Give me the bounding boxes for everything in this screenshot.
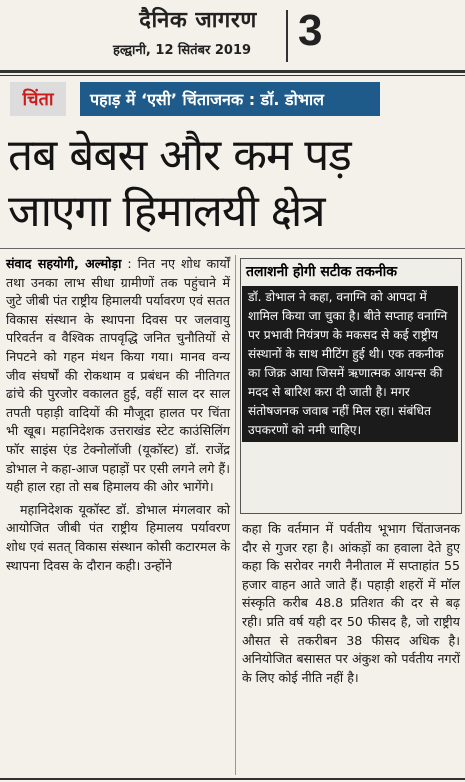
left-column: [6, 255, 230, 575]
kicker-label: चिंता: [10, 82, 66, 116]
paragraph-1-text: : नित नए शोध कार्यों तथा उनका लाभ सीधा ग्रामीणों तक पहुंचाने में जुटे जीबी पंत राष्ट्रीय हिमालयी पर्यावरण एवं सतत विकास संस्थान के स्थापना दिवस पर जलवायु परिवर्तन व वैश्विक तापवृद्धि जनित चुनौतियों से निपटने को गहन मंथन किया गया। मानव वन्य जीव संघर्षों की रोकथाम व प्रबंधन की नीतिगत ढांचे की पुरजोर वकालत हुई, वहीं साल दर साल तपती पहाड़ी वादियों की मौजूदा हालत पर चिंता भी खूब। महानिदेशक उत्तराखंड स्टेट काउंसिलिंग फॉर साइंस एंड टेक्नोलॉजी (यूकॉस्ट) डॉ. राजेंद्र डोभाल ने कहा-आज पहाड़ों पर एसी लगने लगे हैं। यही हाल रहा तो सब हिमालय की ओर भागेंगे।: [6, 256, 230, 495]
sidebar-box-body: डॉ. डोभाल ने कहा, वनाग्नि को आपदा में शामिल किया जा चुका है। बीते सप्ताह वनाग्नि पर प्रभावी नियंत्रण के मकसद से कई राष्ट्रीय संस्थानों के साथ मीटिंग हुई थी। एक तकनीक का जिक्र आया जिसमें ऋणात्मक आयन्स की मदद से बारिश करा दी जाती है। मगर संतोषजनक जवाब नहीं मिल रहा। संबंधित उपकरणों को नमी चाहिए।: [242, 286, 458, 442]
newspaper-name: दैनिक जागरण: [139, 7, 257, 33]
masthead: [0, 0, 465, 68]
paragraph-2: महानिदेशक यूकॉस्ट डॉ. डोभाल मंगलवार को आयोजित जीबी पंत राष्ट्रीय हिमालय पर्यावरण शोध एवं सतत् विकास संस्थान कोसी कटारमल के स्थापना दिवस के दौरान कही। उन्होंने: [6, 501, 230, 573]
bottom-rule: [0, 778, 465, 780]
page-number: 3: [298, 6, 323, 55]
paragraph-3: कहा कि वर्तमान में पर्वतीय भूभाग चिंताजनक दौर से गुजर रहा है। आंकड़ों का हवाला देते हुए कहा कि सरोवर नगरी नैनीताल में सप्ताहांत 55 हजार वाहन आते जाते हैं। पहाड़ी शहरों में मॉल संस्कृति करीब 48.8 प्रतिशत की दर से बढ़ रही। प्रति वर्ष यही दर 50 फीसद है, जो राष्ट्रीय औसत से तकरीबन 38 फीसद अधिक है। अनियोजित बसासत पर अंकुश को पर्वतीय नगरों के लिए कोई नीति नहीं है।: [242, 521, 460, 685]
right-column: [242, 520, 460, 687]
column-divider: [235, 255, 236, 775]
headline-rule: [0, 248, 465, 249]
masthead-divider: [286, 10, 288, 62]
masthead-rule: [0, 70, 465, 73]
sidebar-box-title: तलाशनी होगी सटीक तकनीक: [246, 264, 397, 280]
deck-bar: पहाड़ में ‘एसी’ चिंताजनक : डॉ. डोभाल: [80, 82, 380, 116]
kicker-row: [10, 82, 462, 116]
byline: संवाद सहयोगी, अल्मोड़ा: [6, 256, 122, 271]
masthead-rule-thin: [0, 75, 465, 76]
paragraph-1: [6, 255, 230, 497]
headline: तब बेबस और कम पड़ जाएगा हिमालयी क्षेत्र: [8, 130, 351, 237]
dateline: हल्द्वानी, 12 सितंबर 2019: [112, 43, 252, 58]
